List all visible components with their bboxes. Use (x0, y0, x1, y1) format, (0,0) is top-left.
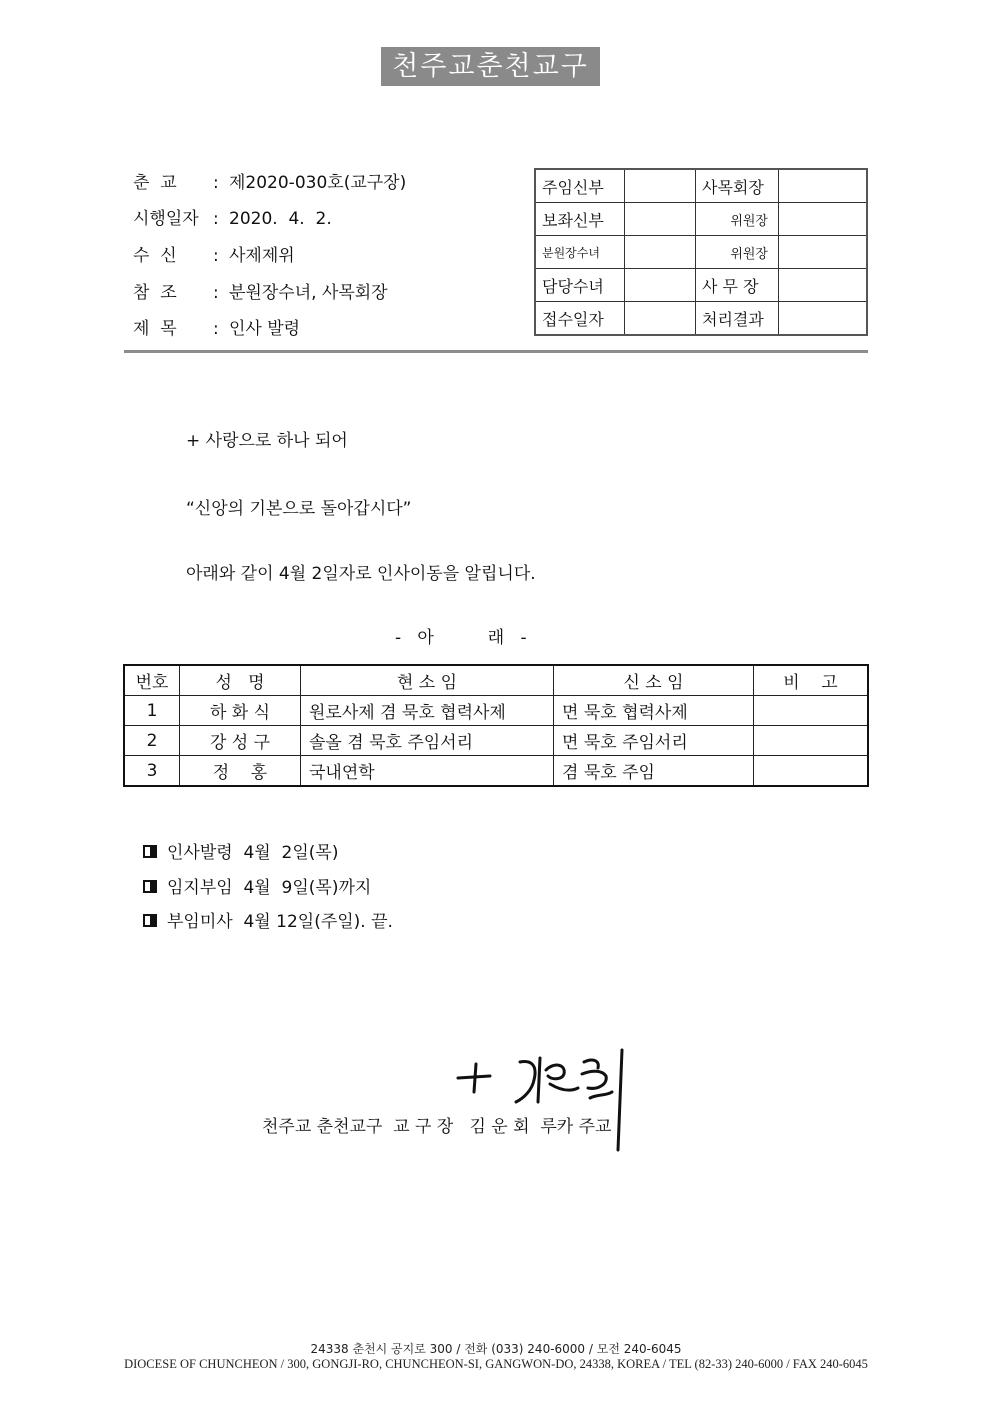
approval-sign-cell (625, 236, 696, 269)
row-name: 강 성 구 (180, 726, 301, 756)
motto: “신앙의 기본으로 돌아갑시다” (186, 499, 412, 519)
row-number: 3 (124, 756, 180, 787)
greeting: + 사랑으로 하나 되어 (186, 431, 348, 451)
row-new: 면 묵호 협력사제 (554, 696, 754, 726)
approval-label: 위원장 (696, 236, 779, 269)
meta-label: 춘 교 (133, 173, 177, 193)
meta-label: 시행일자 (133, 209, 199, 229)
table-header-row (124, 665, 868, 696)
row-note (754, 696, 869, 726)
approval-sign-cell (625, 203, 696, 236)
header-new: 신 소 임 (554, 665, 754, 696)
approval-sign-cell (779, 236, 868, 269)
meta-row-recipient (133, 241, 533, 266)
approval-row (535, 169, 867, 203)
list-item (143, 907, 393, 932)
schedule-text: 인사발령 4월 2일(목) (167, 843, 339, 863)
approval-row (535, 236, 867, 269)
footer-address-korean: 24338 춘천시 공지로 300 / 전화 (033) 240-6000 / 모전 240-6045 (310, 1342, 682, 1356)
meta-colon: : (213, 173, 219, 193)
diocese-logo: 천주교춘천교구 (381, 47, 600, 86)
meta-row-number (133, 168, 533, 193)
row-number: 1 (124, 696, 180, 726)
meta-value: 분원장수녀, 사목회장 (229, 283, 388, 303)
meta-colon: : (213, 209, 219, 229)
meta-colon: : (213, 283, 219, 303)
list-item (143, 873, 371, 898)
meta-value: 인사 발령 (229, 319, 301, 339)
approval-row (535, 269, 867, 302)
approval-label: 접수일자 (535, 302, 625, 336)
personnel-table (123, 664, 869, 787)
approval-row (535, 302, 867, 336)
approval-sign-cell (779, 169, 868, 203)
schedule-text: 임지부임 4월 9일(목)까지 (167, 878, 372, 898)
meta-colon: : (213, 319, 219, 339)
approval-label: 분원장수녀 (535, 236, 625, 269)
row-current: 국내연학 (301, 756, 554, 787)
row-name: 정 홍 (180, 756, 301, 787)
header-current: 현 소 임 (301, 665, 554, 696)
approval-sign-cell (625, 302, 696, 336)
meta-label: 참 조 (133, 283, 177, 303)
approval-sign-cell (625, 169, 696, 203)
schedule-text: 부임미사 4월 12일(주일). 끝. (167, 912, 393, 932)
meta-value: 2020. 4. 2. (229, 209, 332, 229)
table-row (124, 756, 868, 787)
approval-box (534, 168, 868, 336)
are-heading: - 아 래 - (395, 628, 527, 648)
approval-sign-cell (779, 302, 868, 336)
approval-label: 담당수녀 (535, 269, 625, 302)
table-row (124, 696, 868, 726)
row-name: 하 화 식 (180, 696, 301, 726)
approval-sign-cell (779, 203, 868, 236)
approval-label: 사목회장 (696, 169, 779, 203)
header-name: 성 명 (180, 665, 301, 696)
bullet-square-icon (143, 845, 157, 858)
intro-text: 아래와 같이 4월 2일자로 인사이동을 알립니다. (186, 564, 536, 584)
meta-label: 제 목 (133, 319, 177, 339)
approval-row (535, 203, 867, 236)
meta-colon: : (213, 246, 219, 266)
bullet-square-icon (143, 914, 157, 927)
row-note (754, 726, 869, 756)
row-current: 솔올 겸 묵호 주임서리 (301, 726, 554, 756)
meta-value: 제2020-030호(교구장) (229, 173, 407, 193)
approval-label: 위원장 (696, 203, 779, 236)
meta-row-date (133, 204, 533, 229)
meta-label: 수 신 (133, 246, 177, 266)
row-new: 면 묵호 주임서리 (554, 726, 754, 756)
meta-row-subject (133, 314, 533, 339)
header-note: 비 고 (754, 665, 869, 696)
row-new: 겸 묵호 주임 (554, 756, 754, 787)
approval-label: 처리결과 (696, 302, 779, 336)
row-current: 원로사제 겸 묵호 협력사제 (301, 696, 554, 726)
signoff-line: 천주교 춘천교구 교 구 장 김 운 회 루카 주교 (262, 1117, 612, 1137)
bullet-square-icon (143, 880, 157, 893)
approval-sign-cell (779, 269, 868, 302)
footer-address-english: DIOCESE OF CHUNCHEON / 300, GONGJI-RO, CHUNCHEON-SI, GANGWON-DO, 24338, KOREA / TEL (82-33) 240-6000 / FAX 240-6045 (124, 1357, 868, 1371)
approval-label: 주임신부 (535, 169, 625, 203)
list-item (143, 838, 338, 863)
header-divider (124, 350, 868, 353)
approval-sign-cell (625, 269, 696, 302)
approval-label: 보좌신부 (535, 203, 625, 236)
meta-row-reference (133, 278, 533, 303)
approval-label: 사 무 장 (696, 269, 779, 302)
meta-value: 사제제위 (229, 246, 295, 266)
header-number: 번호 (124, 665, 180, 696)
row-number: 2 (124, 726, 180, 756)
table-row (124, 726, 868, 756)
row-note (754, 756, 869, 787)
handwritten-signature (450, 1040, 650, 1160)
